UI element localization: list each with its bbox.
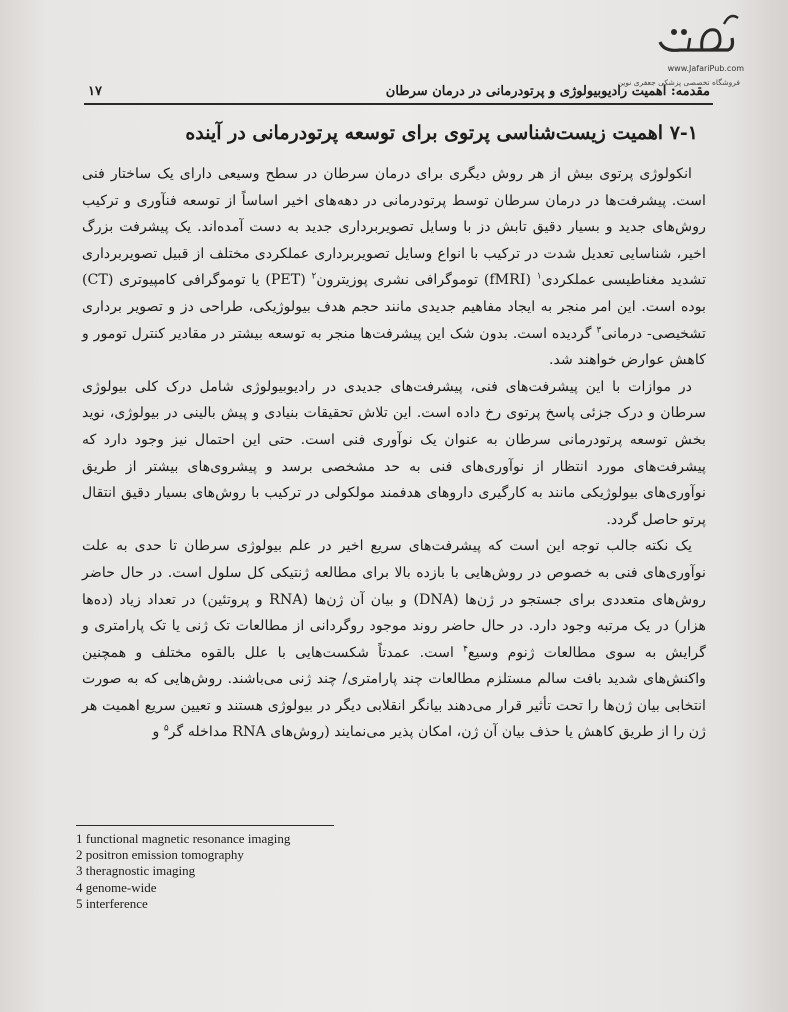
footnote-ref-2[interactable]: ۲: [311, 271, 317, 282]
publisher-logo-icon: [650, 8, 740, 66]
page-number: ۱۷: [88, 83, 102, 99]
section-heading: ۷-۱ اهمیت زیست‌شناسی پرتوی برای توسعه پرتودرمانی در آینده: [185, 122, 698, 144]
publisher-store-name: فروشگاه تخصصی پزشکی جعفری نوین: [617, 78, 740, 87]
footnote-4: 4 genome-wide: [76, 879, 157, 895]
footnote-1: 1 functional magnetic resonance imaging: [76, 831, 291, 846]
footnotes: [76, 831, 290, 912]
footnote-ref-5[interactable]: ۵: [163, 723, 169, 734]
paragraph-3: یک نکته جالب توجه این است که پیشرفت‌های سریع اخیر در علم بیولوژی سرطان تا حدی به علت نوآوری‌های فنی به خصوص در روش‌هایی با بازده بالا برای مطالعه ژنتیکی کل سلول است. در حال حاضر روش‌های متعددی برای جستجو در ژن‌ها (DNA) و بیان آن ژن‌ها (RNA و پروتئین) در تعداد زیاد (ده‌ها هزار) در یک مرتبه وجود دارد. در حال حاضر روند موجود روگردانی از مطالعات تک ژنی یا تک پارامتری و گرایش به سوی مطالعات ژنوم وسیع$^۴$ است. عمدتاً شکست‌هایی با علل بالقوه مختلف و همچنین واکنش‌های شدید بافت سالم مستلزم مطالعات چند پارامتری/ چند ژنی می‌باشند. روش‌هایی که به صورت انتخابی بیان ژن‌ها را تحت تأثیر قرار می‌دهند بیانگر انقلابی دیگر در بیولوژی هستند و تعیین سریع اهمیت هر ژن را از طریق کاهش یا حذف بیان آن ژن، امکان پذیر می‌نمایند (روش‌های RNA مداخله گر$^۵$ و: [82, 538, 706, 741]
paragraph-2: در موازات با این پیشرفت‌های فنی، پیشرفت‌های جدیدی در رادیوبیولوژی شامل درک کلی بیولوژی سرطان و درک جزئی پاسخ پرتوی رخ داده است. این تلاش تحقیقات بنیادی و پیش بالینی در بیولوژی، نوید بخش توسعه پرتودرمانی سرطان به عنوان یک نوآوری فنی است. حتی این احتمال نیز وجود دارد که پیشرفت‌های مورد انتظار از نوآوری‌های فنی به حد مشخصی برسد و پیشروی‌های بیشتر از طریق نوآوری‌های بیولوژیکی مانند به کارگیری داروهای هدفمند مولکولی در ترکیب با روش‌های بسیار دقیق انتقال پرتو حاصل گردد.: [82, 378, 706, 528]
body-text: [82, 161, 706, 746]
footnote-ref-1[interactable]: ۱: [536, 271, 542, 282]
chapter-title: مقدمه: اهمیت رادیوبیولوژی و پرتودرمانی در درمان سرطان: [385, 83, 710, 99]
footnote-rule: [76, 825, 334, 826]
paragraph-1: انکولوژی پرتوی بیش از هر روش دیگری برای درمان سرطان در سطح وسیعی دارای یک ساختار فنی است. پیشرفت‌ها در درمان سرطان توسط پرتودرمانی در دهه‌های اخیر اساساً از توسعه فنآوری و ترکیب روش‌های جدید و بسیار دقیق تابش دز با وسایل تصویربرداری جدید به دست آمده‌اند. یک پیشرفت بزرگ اخیر، شناسایی تعدیل شدت در ترکیب با انواع وسایل تصویربرداری عملکردی مختلف از قبیل تصویربرداری تشدید مغناطیسی عملکردی$^۱$ (fMRI) توموگرافی نشری پوزیترون$^۲$ (PET) یا توموگرافی کامپیوتری (CT) بوده است. این امر منجر به ایجاد مفاهیم جدیدی مانند حجم هدف بیولوژیکی، طراحی دز و تصویر برداری تشخیصی- درمانی$^۳$ گردیده است. بدون شک این پیشرفت‌ها منجر به توسعه بیشتر در مقادیر کنترل تومور و کاهش عوارض خواهند شد.: [82, 166, 707, 369]
footnote-3: 3 theragnostic imaging: [76, 863, 196, 879]
running-header: [88, 80, 710, 102]
header-rule: [84, 103, 713, 105]
footnote-ref-3[interactable]: ۳: [596, 324, 602, 335]
footnote-5: 5 interference: [76, 895, 148, 911]
footnote-ref-4[interactable]: ۴: [463, 643, 468, 654]
publisher-website: www.JafariPub.com: [667, 64, 744, 73]
footnote-2: 2 positron emission tomography: [76, 847, 244, 863]
